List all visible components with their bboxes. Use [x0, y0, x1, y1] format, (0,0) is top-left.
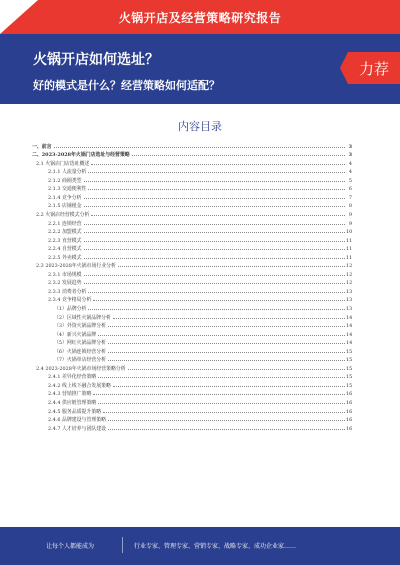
toc-leader-dots: [118, 262, 345, 268]
toc-entry-title: 一、前言: [32, 143, 52, 150]
toc-entry-title: 2.4.7 人才培养与团队建设: [48, 425, 107, 432]
toc-entry-page: 16: [346, 425, 353, 432]
hero-question-1: 火锅开店如何选址？: [33, 52, 159, 68]
toc-entry[interactable]: [32, 193, 352, 202]
toc-entry-page: 15: [346, 382, 353, 389]
toc-entry[interactable]: [32, 313, 352, 322]
toc-leader-dots: [98, 373, 345, 379]
toc-entry-page: 15: [346, 374, 353, 381]
toc-entry-page: 13: [346, 288, 353, 295]
table-of-contents: [32, 142, 352, 433]
toc-leader-dots: [88, 287, 345, 293]
toc-entry[interactable]: [32, 339, 352, 348]
toc-entry-page: 8: [348, 203, 352, 210]
toc-leader-dots: [108, 424, 345, 430]
report-title: 火锅开店及经营策略研究报告: [118, 10, 282, 25]
toc-entry[interactable]: [32, 210, 352, 219]
toc-entry-page: 13: [346, 305, 353, 312]
toc-entry[interactable]: [32, 287, 352, 296]
toc-entry[interactable]: [32, 373, 352, 382]
toc-entry-title: 2.3.2 发展趋势: [48, 280, 82, 287]
toc-entry-page: 3: [348, 152, 352, 159]
toc-entry[interactable]: [32, 364, 352, 373]
toc-entry-title: 2.2.5 外卖模式: [48, 254, 82, 261]
toc-entry-title: 2.1.3 交通便利性: [48, 186, 87, 193]
toc-leader-dots: [91, 210, 345, 216]
toc-entry-page: 9: [348, 220, 352, 227]
toc-entry-page: 14: [346, 331, 353, 338]
toc-entry[interactable]: [32, 262, 352, 271]
toc-entry-page: 10: [346, 229, 353, 236]
toc-entry[interactable]: [32, 304, 352, 313]
hero-question-2: 好的模式是什么？经营策略如何适配？: [33, 79, 220, 92]
toc-leader-dots: [84, 219, 345, 225]
top-banner: [0, 0, 400, 34]
toc-leader-dots: [84, 245, 345, 251]
toc-entry[interactable]: [32, 424, 352, 433]
toc-entry[interactable]: [32, 151, 352, 160]
toc-leader-dots: [84, 253, 345, 259]
toc-entry[interactable]: [32, 253, 352, 262]
hero-banner: [0, 34, 400, 104]
toc-entry-title: 2.2.2 加盟模式: [48, 229, 82, 236]
toc-entry-title: （7）火锅单店经营分析: [54, 357, 107, 364]
toc-entry-title: 2.2.1 连锁经营: [48, 220, 82, 227]
recommend-badge: 力荐: [348, 52, 400, 84]
toc-entry-title: （2）区域性火锅品牌分析: [54, 314, 111, 321]
toc-leader-dots: [108, 347, 345, 353]
toc-entry-page: 16: [346, 417, 353, 424]
toc-entry[interactable]: [32, 245, 352, 254]
toc-leader-dots: [128, 364, 345, 370]
toc-entry-page: 7: [348, 194, 352, 201]
toc-leader-dots: [84, 236, 345, 242]
toc-leader-dots: [113, 381, 345, 387]
toc-entry[interactable]: [32, 330, 352, 339]
toc-entry[interactable]: [32, 202, 352, 211]
banner-corner-notch: [0, 0, 38, 34]
toc-entry-page: 16: [346, 400, 353, 406]
toc-entry-page: 5: [348, 177, 352, 184]
toc-entry-page: 16: [346, 408, 353, 415]
toc-leader-dots: [91, 159, 345, 165]
toc-entry-title: 2.2.3 直营模式: [48, 237, 82, 244]
toc-entry-page: 12: [346, 280, 353, 287]
toc-entry[interactable]: [32, 381, 352, 390]
toc-leader-dots: [108, 321, 345, 327]
toc-leader-dots: [132, 151, 345, 157]
toc-leader-dots: [88, 185, 345, 191]
toc-entry[interactable]: [32, 398, 352, 407]
toc-entry-title: 2.4.4 供应链管理策略: [48, 400, 97, 406]
toc-entry-title: 2.1 火锅店门店选址概述: [36, 160, 90, 167]
toc-entry[interactable]: [32, 270, 352, 279]
toc-entry-title: 2.4.2 线上线下融合发展策略: [48, 382, 111, 389]
toc-leader-dots: [88, 168, 345, 174]
toc-entry-page: 12: [346, 271, 353, 278]
toc-entry-title: 二、2023-2028年火锅门店选址与经营策略: [32, 152, 130, 159]
toc-entry-page: 14: [346, 340, 353, 347]
toc-entry-page: 9: [348, 211, 352, 218]
toc-entry[interactable]: [32, 142, 352, 151]
toc-leader-dots: [113, 313, 345, 319]
toc-entry[interactable]: [32, 296, 352, 305]
toc-entry-title: 2.4.6 品牌建设与管理策略: [48, 417, 107, 424]
toc-entry-title: 2.2 火锅店经营模式分析: [36, 211, 90, 218]
toc-entry[interactable]: [32, 219, 352, 228]
toc-entry-page: 11: [346, 237, 353, 244]
toc-entry-page: 16: [346, 391, 353, 398]
toc-leader-dots: [88, 304, 345, 310]
toc-leader-dots: [84, 270, 345, 276]
toc-entry-title: 2.1.1 人流量分析: [48, 169, 87, 176]
toc-entry-page: 12: [346, 263, 353, 270]
toc-entry-page: 3: [348, 143, 352, 150]
toc-entry-title: 2.3 2023-2028年火锅市场行业分析: [36, 263, 116, 270]
toc-leader-dots: [98, 398, 345, 404]
toc-entry-title: 2.4.1 差异化经营策略: [48, 374, 97, 381]
toc-entry[interactable]: [32, 347, 352, 356]
toc-entry-page: 15: [346, 365, 353, 372]
toc-entry[interactable]: [32, 176, 352, 185]
toc-leader-dots: [84, 202, 345, 208]
toc-leader-dots: [84, 176, 345, 182]
toc-entry-page: 13: [346, 297, 353, 304]
toc-entry[interactable]: [32, 159, 352, 168]
toc-leader-dots: [84, 193, 345, 199]
toc-leader-dots: [108, 356, 345, 362]
toc-leader-dots: [108, 416, 345, 422]
toc-entry[interactable]: [32, 279, 352, 288]
toc-entry-title: 2.2.4 自营模式: [48, 246, 82, 253]
toc-entry-title: 2.1.5 店铺租金: [48, 203, 82, 210]
toc-leader-dots: [54, 142, 345, 148]
toc-entry-page: 4: [348, 169, 352, 176]
toc-entry-title: 2.3.1 市场规模: [48, 271, 82, 278]
toc-entry-page: 14: [346, 314, 353, 321]
toc-leader-dots: [93, 296, 345, 302]
footer-banner: [0, 527, 400, 565]
toc-entry-title: （4）新兴火锅品牌: [54, 331, 97, 338]
toc-entry-page: 15: [346, 357, 353, 364]
toc-entry-page: 11: [346, 246, 353, 253]
footer-divider: [122, 537, 123, 553]
toc-entry-title: 2.4.3 营销推广策略: [48, 391, 92, 398]
toc-entry-page: 4: [348, 160, 352, 167]
toc-entry-page: 6: [348, 186, 352, 193]
toc-leader-dots: [108, 339, 345, 345]
toc-entry-title: （3）外资火锅品牌分析: [54, 323, 107, 330]
toc-entry-page: 14: [346, 323, 353, 330]
toc-leader-dots: [84, 279, 345, 285]
toc-entry[interactable]: [32, 390, 352, 399]
toc-entry-title: （5）网红火锅品牌分析: [54, 340, 107, 347]
toc-entry[interactable]: [32, 227, 352, 236]
toc-entry-title: 2.1.4 竞争分析: [48, 194, 82, 201]
toc-leader-dots: [93, 390, 345, 396]
toc-entry[interactable]: [32, 321, 352, 330]
toc-entry[interactable]: [32, 185, 352, 194]
toc-entry[interactable]: [32, 356, 352, 365]
toc-entry[interactable]: [32, 168, 352, 177]
toc-entry-title: 2.3.3 消费者分析: [48, 288, 87, 295]
toc-entry-title: 2.4.5 服务品质提升策略: [48, 408, 102, 415]
toc-entry-title: 2.1.2 商圈类型: [48, 177, 82, 184]
toc-entry-title: （1）品牌分析: [54, 305, 87, 312]
toc-leader-dots: [103, 407, 345, 413]
toc-entry-title: （6）火锅连锁经营分析: [54, 348, 107, 355]
toc-entry-page: 15: [346, 348, 353, 355]
toc-entry[interactable]: [32, 407, 352, 416]
toc-heading: 内容目录: [178, 120, 222, 133]
toc-entry[interactable]: [32, 416, 352, 425]
toc-entry-title: 2.3.4 竞争格局分析: [48, 297, 92, 304]
toc-leader-dots: [84, 227, 345, 233]
toc-entry-title: 2.4 2023-2028年火锅市场经营策略分析: [36, 365, 126, 372]
footer-tagline: 行业专家、管理专家、营销专家、战略专家、成功企业家……: [134, 543, 297, 550]
toc-entry-page: 11: [346, 254, 353, 261]
footer-slogan: 让每个人都能成为: [46, 543, 95, 550]
toc-entry[interactable]: [32, 236, 352, 245]
toc-leader-dots: [98, 330, 345, 336]
